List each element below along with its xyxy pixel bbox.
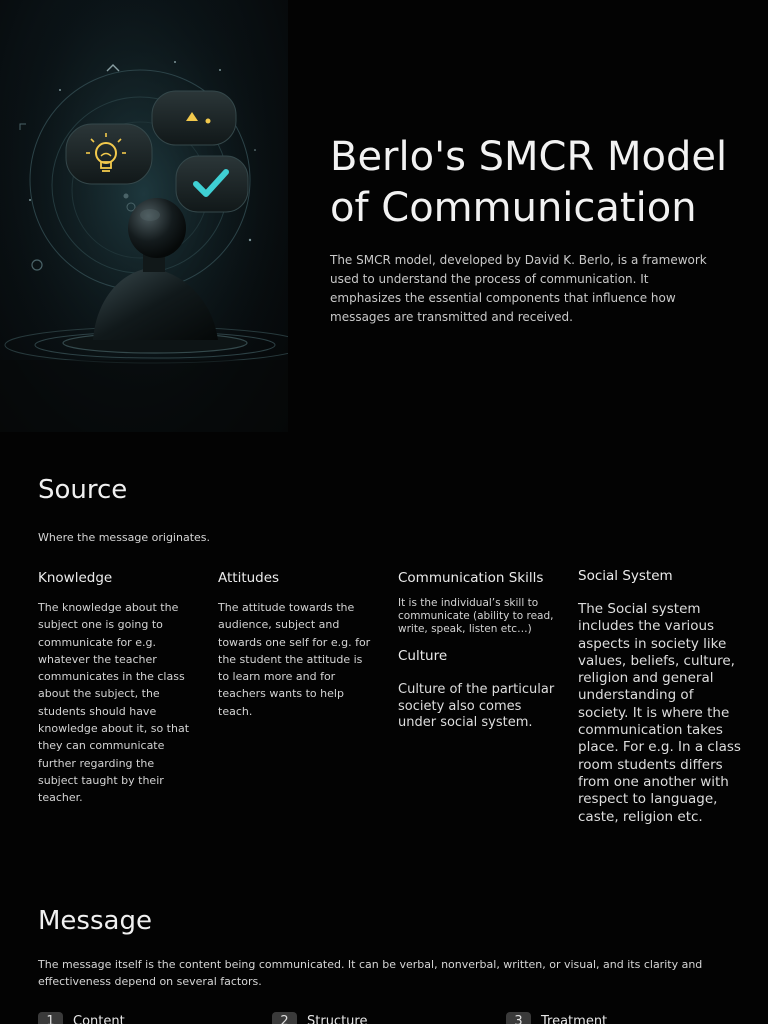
message-factor-content xyxy=(38,1012,125,1024)
communication-skills-heading: Communication Skills xyxy=(398,570,544,586)
knowledge-heading: Knowledge xyxy=(38,570,113,586)
social-system-column xyxy=(578,567,743,826)
attitudes-column xyxy=(218,569,376,720)
attitudes-body: The attitude towards the audience, subject and towards one self for e.g. for the student the attitude is to learn more and for teachers wants to help teach. xyxy=(218,601,371,718)
factor-number-badge: 2 xyxy=(272,1012,297,1024)
culture-body: Culture of the particular society also comes under social system. xyxy=(398,682,555,731)
hero-illustration xyxy=(0,0,288,432)
bell-bubble xyxy=(152,91,236,145)
attitudes-heading: Attitudes xyxy=(218,570,280,586)
check-bubble xyxy=(176,156,248,212)
message-factor-structure xyxy=(272,1012,367,1024)
culture-heading: Culture xyxy=(398,648,448,664)
message-description: The message itself is the content being communicated. It can be verbal, nonverbal, written, or visual, and its clarity and effectiveness depend on several factors. xyxy=(38,958,703,988)
message-heading: Message xyxy=(38,906,152,936)
knowledge-body: The knowledge about the subject one is going to communicate for e.g. whatever the teacher communicates in the class about the subject, the students should have knowledge about it, so that they can communicate further regarding the subject taught by their teacher. xyxy=(38,601,190,805)
factor-number-badge: 3 xyxy=(506,1012,531,1024)
factor-label: Treatment xyxy=(541,1014,608,1024)
intro-paragraph: The SMCR model, developed by David K. Berlo, is a framework used to understand the process of communication. It emphasizes the essential components that influence how messages are transmitted and received. xyxy=(330,253,707,324)
factor-label: Content xyxy=(73,1014,125,1024)
social-system-body: The Social system includes the various aspects in society like values, beliefs, culture, religion and general understanding of society. It is where the communication takes place. For e.g. In a class room students differs from one another with respect to language, caste, religion etc. xyxy=(578,601,741,825)
communication-skills-body: It is the individual’s skill to communicate (ability to read, write, speak, listen etc…) xyxy=(398,597,554,635)
page-title: Berlo's SMCR Model of Communication xyxy=(330,134,728,231)
factor-number-badge: 1 xyxy=(38,1012,63,1024)
knowledge-column xyxy=(38,569,196,807)
source-description: Where the message originates. xyxy=(38,531,211,544)
source-heading: Source xyxy=(38,475,128,505)
lightbulb-bubble xyxy=(66,124,152,184)
factor-label: Structure xyxy=(307,1014,368,1024)
communication-skills-column xyxy=(398,569,558,732)
message-factor-treatment xyxy=(506,1012,607,1024)
social-system-heading: Social System xyxy=(578,568,673,584)
